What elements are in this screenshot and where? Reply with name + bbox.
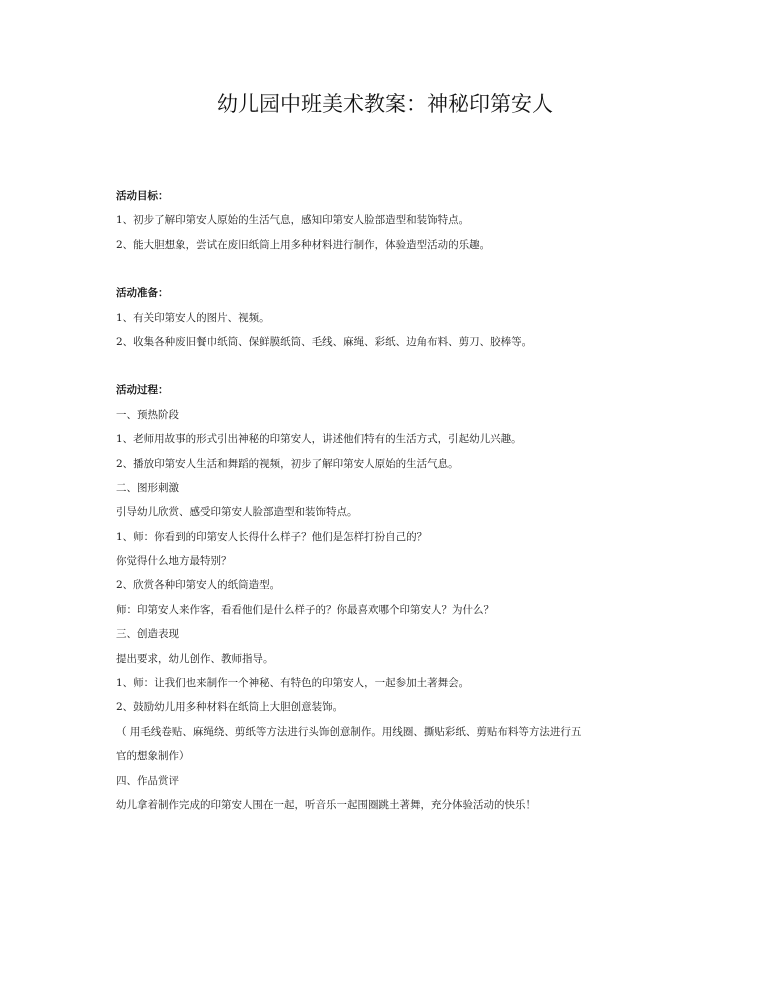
- process-line: 2、播放印第安人生活和舞蹈的视频，初步了解印第安人原始的生活气息。: [116, 457, 459, 470]
- process-subheading: 一、预热阶段: [116, 408, 179, 421]
- document-body: [116, 184, 656, 817]
- process-subheading: 二、图形刺激: [116, 481, 179, 494]
- process-line: 1、师：让我们也来制作一个神秘、有特色的印第安人，一起参加土著舞会。: [116, 677, 470, 690]
- process-subheading: 三、创造表现: [116, 628, 179, 641]
- preparation-item: 1、有关印第安人的图片、视频。: [116, 311, 270, 324]
- process-line: 师：印第安人来作客，看看他们是什么样子的？你最喜欢哪个印第安人？为什么？: [116, 603, 494, 616]
- section-heading-preparation: 活动准备：: [116, 287, 169, 300]
- preparation-item: 2、收集各种废旧餐巾纸筒、保鲜膜纸筒、毛线、麻绳、彩纸、边角布料、剪刀、胶棒等。: [116, 335, 533, 348]
- goal-item: 2、能大胆想象，尝试在废旧纸筒上用多种材料进行制作，体验造型活动的乐趣。: [116, 238, 491, 251]
- process-line: 提出要求，幼儿创作、教师指导。: [116, 652, 274, 665]
- process-line: 引导幼儿欣赏、感受印第安人脸部造型和装饰特点。: [116, 506, 358, 519]
- process-line: 官的想象制作）: [116, 750, 190, 763]
- process-line: 1、师：你看到的印第安人长得什么样子？他们是怎样打扮自己的？: [116, 530, 428, 543]
- goal-item: 1、初步了解印第安人原始的生活气息，感知印第安人脸部造型和装饰特点。: [116, 214, 470, 227]
- section-heading-goals: 活动目标：: [116, 190, 169, 202]
- section-spacer: [116, 257, 656, 281]
- section-heading-process: 活动过程：: [116, 384, 169, 397]
- process-line: 2、鼓励幼儿用多种材料在纸筒上大胆创意装饰。: [116, 701, 344, 714]
- process-line: 1、老师用故事的形式引出神秘的印第安人，讲述他们特有的生活方式，引起幼儿兴趣。: [116, 433, 522, 446]
- document-title: 幼儿园中班美术教案：神秘印第安人: [217, 92, 553, 116]
- process-line: 2、欣赏各种印第安人的纸筒造型。: [116, 579, 281, 592]
- section-spacer: [116, 354, 656, 378]
- process-line: 你觉得什么地方最特别？: [116, 555, 232, 568]
- process-line: 幼儿拿着制作完成的印第安人围在一起，听音乐一起围圈跳土著舞，充分体验活动的快乐！: [116, 798, 536, 811]
- process-subheading: 四、作品赏评: [116, 774, 179, 787]
- process-line: （ 用毛线卷贴、麻绳绕、剪纸等方法进行头饰创意制作。用线圈、撕贴彩纸、剪贴布料等方法进行五: [116, 725, 582, 738]
